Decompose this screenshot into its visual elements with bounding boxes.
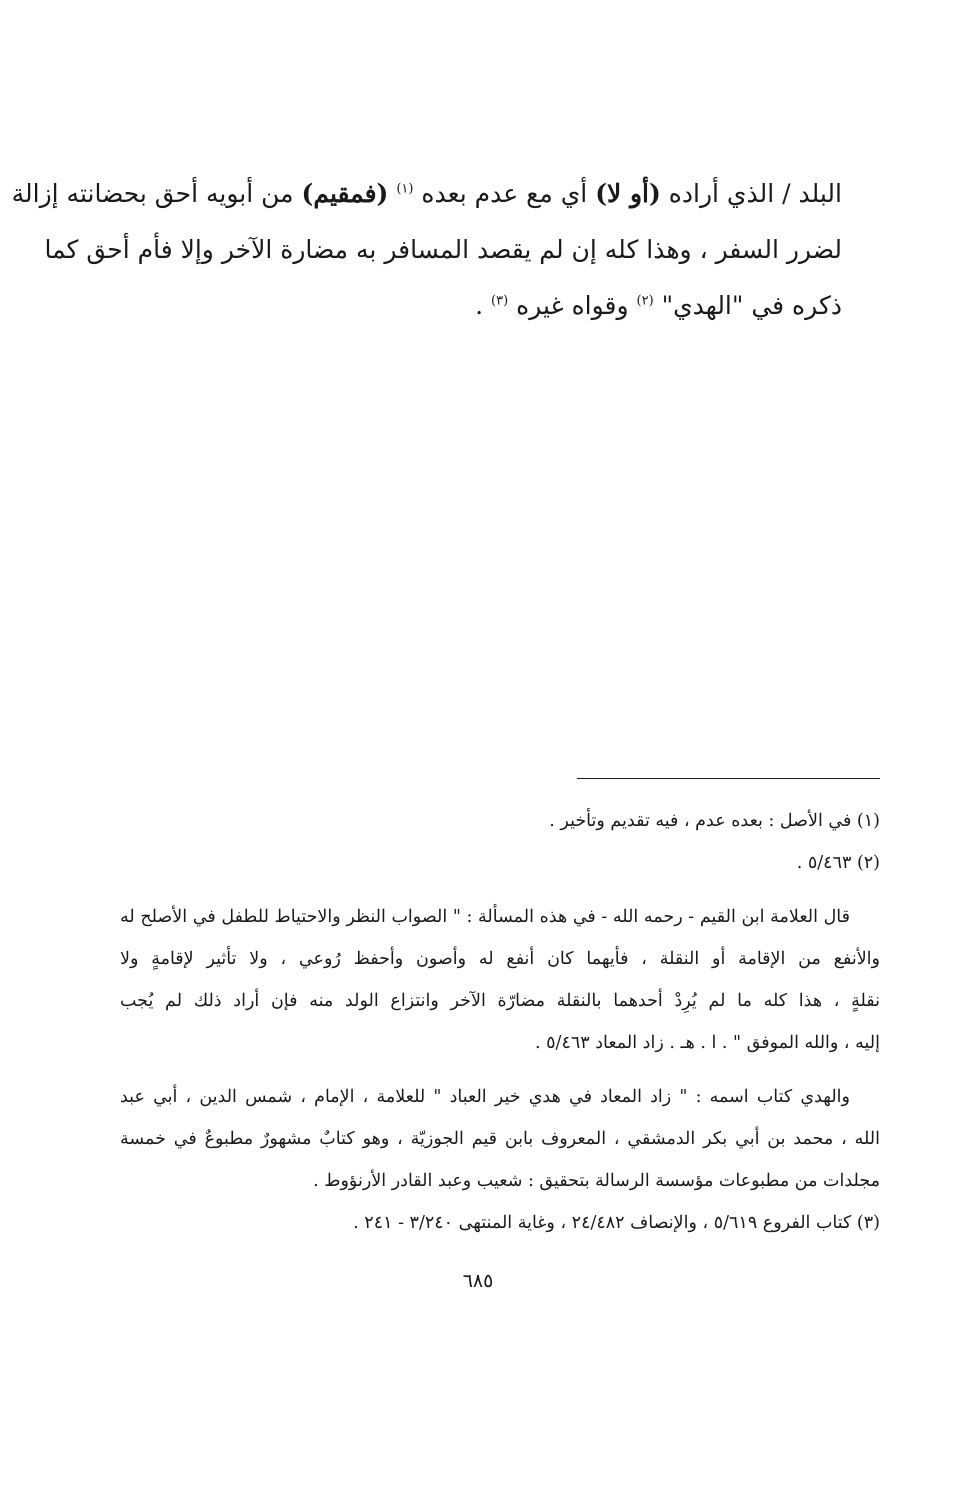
main-text-line-1 bbox=[11, 166, 842, 222]
spacer bbox=[120, 884, 880, 896]
page-number: ٦٨٥ bbox=[462, 1270, 494, 1292]
main-text-line-2: لضرر السفر ، وهذا كله إن لم يقصد المسافر به مضارة الآخر وإلا فأم أحق كما bbox=[44, 235, 842, 264]
text-segment: أي مع عدم بعده bbox=[413, 179, 596, 208]
text-segment: من أبويه أحق بحضانته إزالة bbox=[11, 179, 302, 208]
footnote-2-para-2-line-2: الله ، محمد بن أبي بكر الدمشقي ، المعروف بابن قيم الجوزيّة ، وهو كتابٌ مشهورٌ مطبوعٌ في خمسة bbox=[120, 1129, 880, 1149]
main-text-line-3 bbox=[122, 278, 842, 334]
footnote-ref-1[interactable]: (١) bbox=[396, 181, 414, 197]
footnote-separator bbox=[577, 778, 880, 779]
footnote-2-para-2-line-3: مجلدات من مطبوعات مؤسسة الرسالة بتحقيق : شعيب وعبد القادر الأرنؤوط . bbox=[313, 1171, 880, 1191]
footnote-2-para-2-line-1: والهدي كتاب اسمه : " زاد المعاد في هدي خير العباد " للعلامة ، الإمام ، شمس الدين ، أبي عبد bbox=[120, 1087, 850, 1107]
bold-matn-or-not: (أو لا) bbox=[595, 179, 661, 208]
footnote-1: (١) في الأصل : بعده عدم ، فيه تقديم وتأخير . bbox=[549, 811, 880, 831]
text-segment: البلد / الذي أراده bbox=[660, 179, 842, 208]
footnote-3: (٣) كتاب الفروع ٥/٦١٩ ، والإنصاف ٢٤/٤٨٢ ، وغاية المنتهى ٣/٢٤٠ - ٢٤١ . bbox=[353, 1213, 880, 1233]
footnote-2-para-1-line-4: إليه ، والله الموفق " . ا . هـ . زاد المعاد ٥/٤٦٣ . bbox=[535, 1033, 880, 1053]
footnotes bbox=[120, 800, 880, 1244]
spacer bbox=[120, 1064, 880, 1076]
footnote-2-para-1-line-2: والأنفع من الإقامة أو النقلة ، فأيهما كان أنفع له وأصون وأحفظ رُوعي ، ولا تأثير لإقامةٍ ولا bbox=[120, 949, 881, 969]
footnote-ref-2[interactable]: (٢) bbox=[636, 293, 654, 309]
footnote-2-para-1-line-1: قال العلامة ابن القيم - رحمه الله - في هذه المسألة : " الصواب النظر والاحتياط للطفل في الأصلح له bbox=[120, 907, 850, 927]
text-segment: . bbox=[475, 291, 492, 320]
bold-matn-resident: (فمقيم) bbox=[301, 179, 389, 208]
footnote-ref-3[interactable]: (٣) bbox=[491, 293, 509, 309]
text-segment: وقواه غيره bbox=[508, 291, 637, 320]
text-segment: ذكره في "الهدي" bbox=[653, 291, 842, 320]
footnote-2: (٢) ٥/٤٦٣ . bbox=[796, 853, 880, 873]
main-text bbox=[11, 166, 842, 334]
footnote-2-para-1-line-3: نقلةٍ ، هذا كله ما لم يُرِدْ أحدهما بالنقلة مضارّة الآخر وانتزاع الولد منه فإن أراد ذلك لم يُجب bbox=[120, 991, 880, 1011]
